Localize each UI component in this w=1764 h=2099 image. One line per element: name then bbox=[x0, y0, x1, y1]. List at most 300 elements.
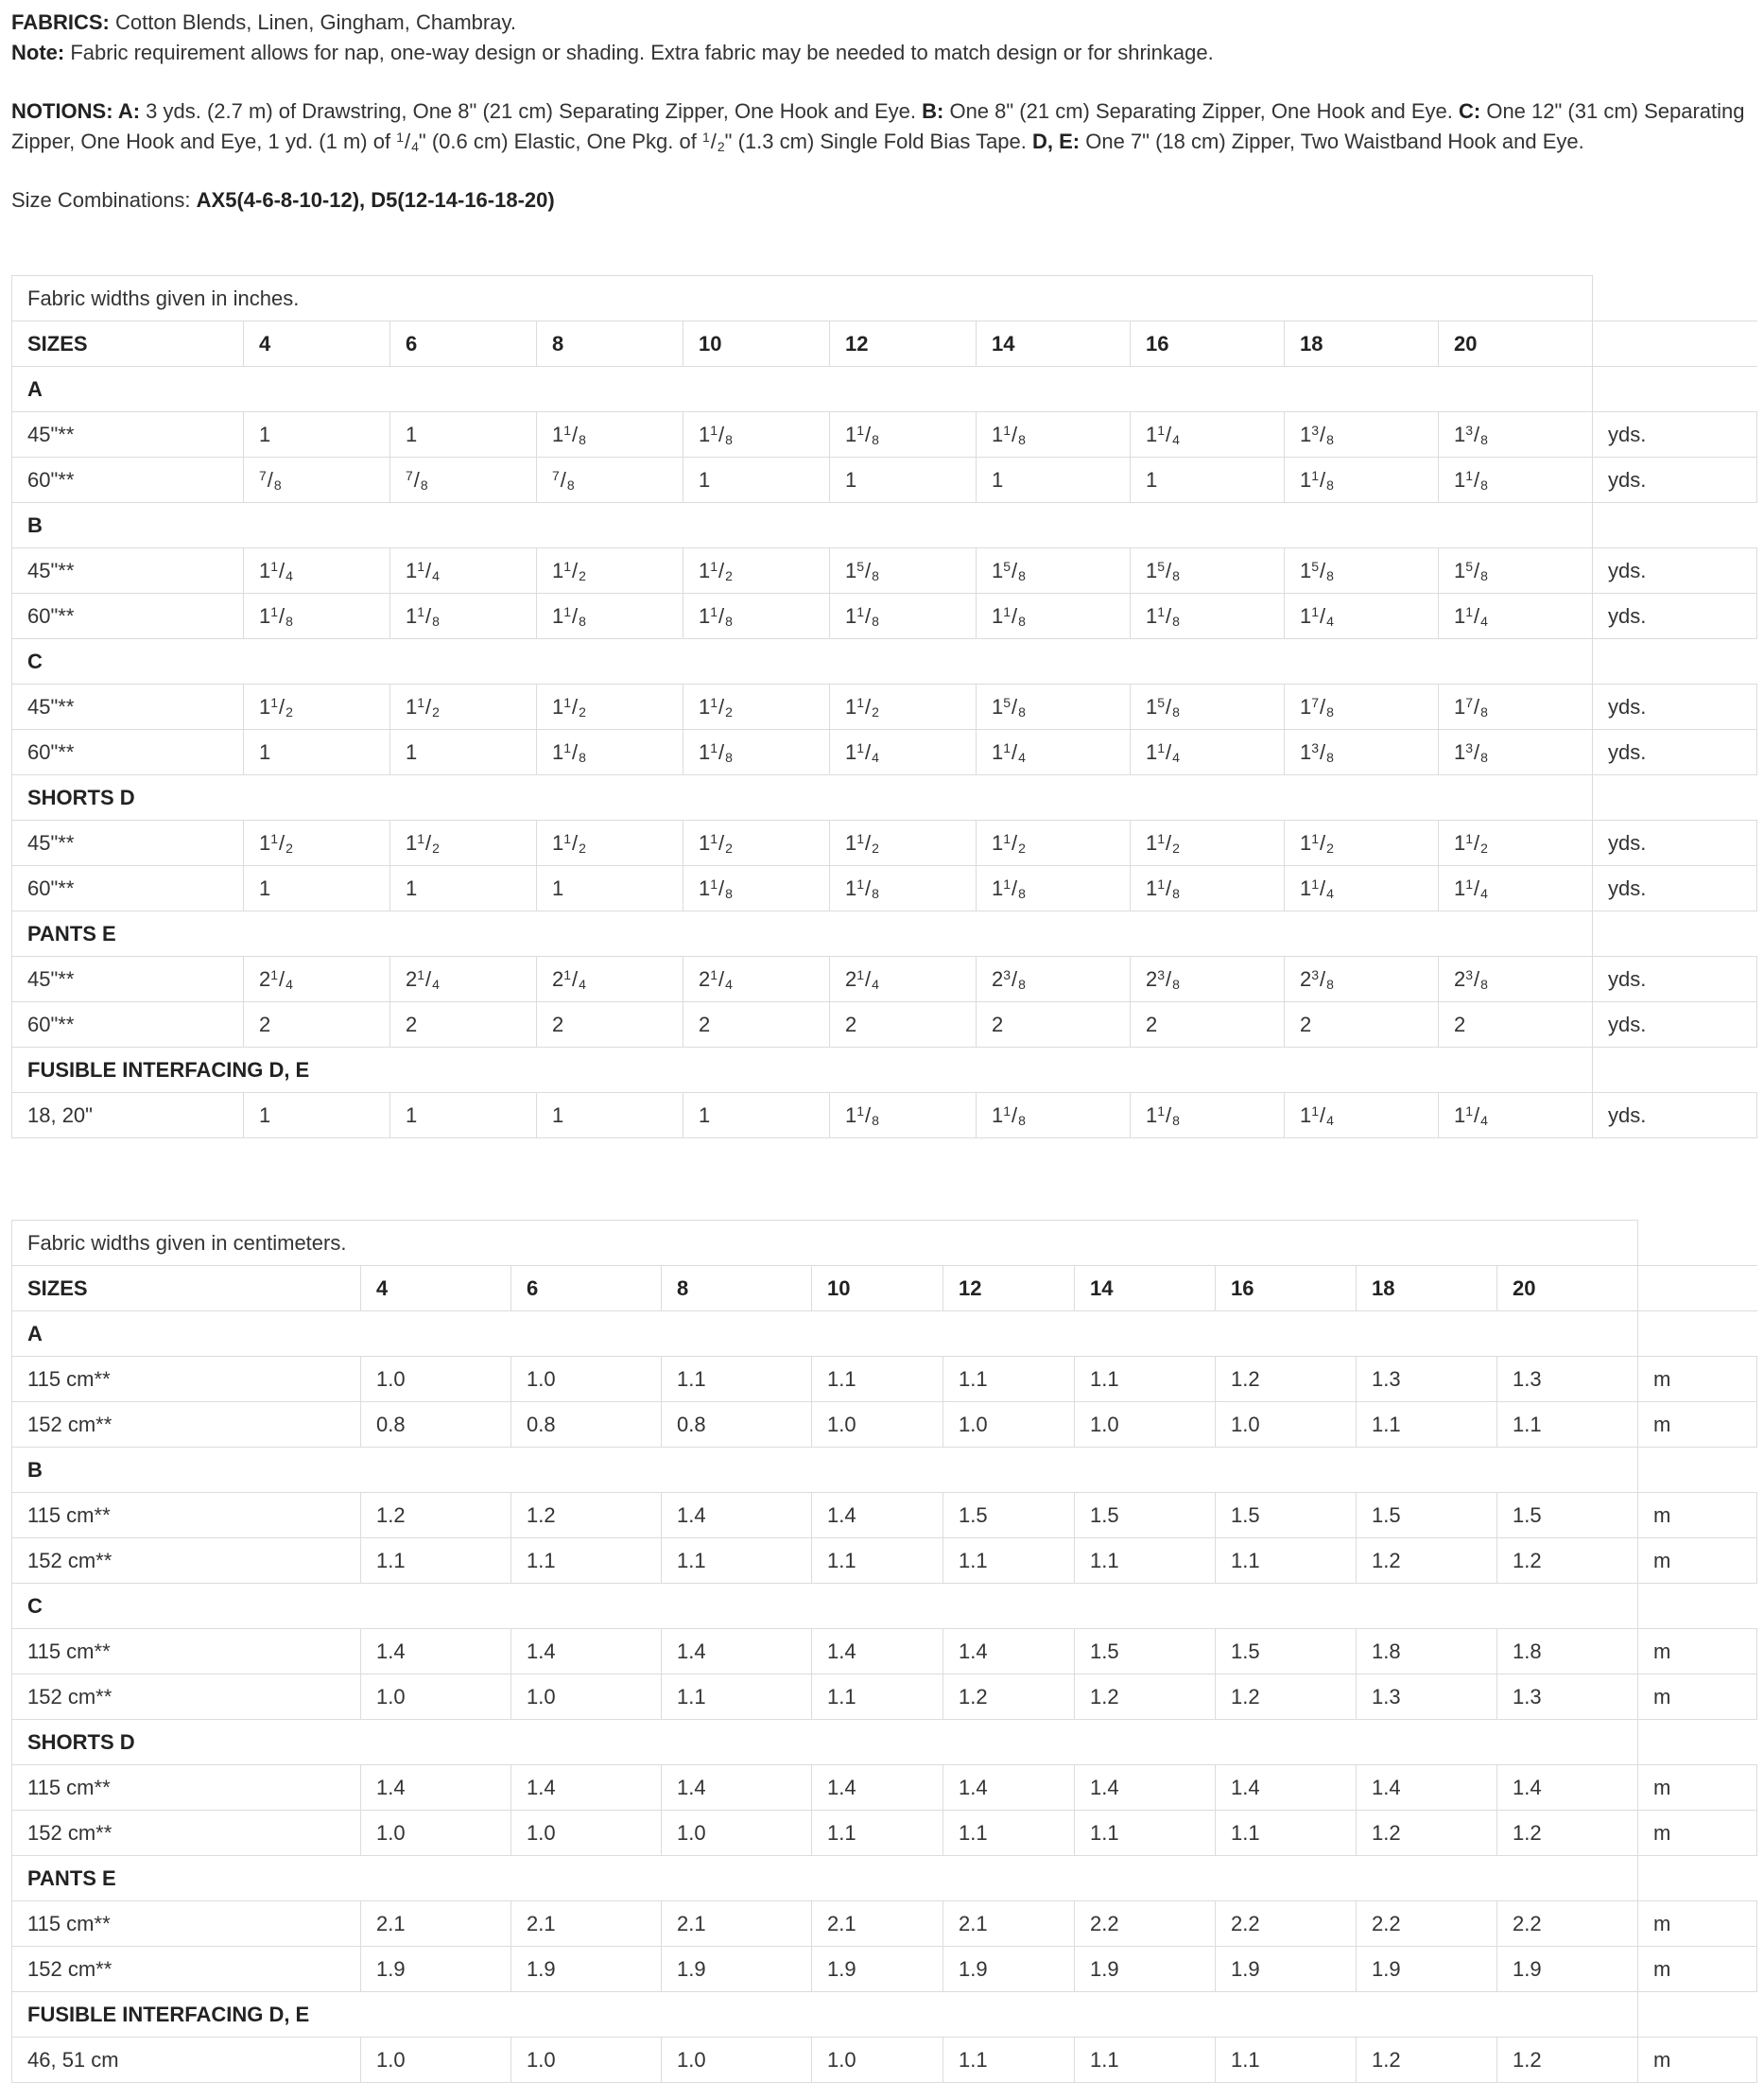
yardage-value: 1 bbox=[406, 1102, 418, 1127]
table-caption: Fabric widths given in inches. bbox=[12, 276, 1593, 321]
yardage-cell: 1.9 bbox=[812, 1947, 943, 1992]
yardage-cell bbox=[244, 1002, 390, 1048]
size-header: 8 bbox=[662, 1266, 812, 1311]
table-caption: Fabric widths given in centimeters. bbox=[12, 1221, 1638, 1266]
fabric-width-label: 115 cm** bbox=[12, 1357, 361, 1402]
yardage-cell bbox=[537, 730, 683, 775]
blank-cell bbox=[1593, 367, 1757, 412]
yardage-cell: 1.0 bbox=[812, 1402, 943, 1448]
yardage-value: 1 bbox=[992, 467, 1004, 492]
yardage-cell bbox=[244, 685, 390, 730]
yardage-value: $1^1/_8$ bbox=[845, 876, 879, 901]
note-line bbox=[11, 38, 1751, 68]
yardage-value: $1^3/_8$ bbox=[1454, 422, 1488, 447]
section-row bbox=[12, 1448, 1757, 1493]
yardage-cell bbox=[537, 866, 683, 911]
section-label: C bbox=[12, 639, 1593, 685]
yardage-cell bbox=[830, 1093, 977, 1138]
section-row bbox=[12, 1856, 1757, 1901]
yardage-cell: 1.4 bbox=[943, 1629, 1075, 1674]
yardage-value: $1^1/_8$ bbox=[552, 422, 586, 447]
yardage-cell: 1.4 bbox=[361, 1629, 511, 1674]
fabric-width-label: 60"** bbox=[12, 458, 244, 503]
unit-cell: yds. bbox=[1593, 730, 1757, 775]
yardage-cell bbox=[1131, 866, 1285, 911]
section-label: SHORTS D bbox=[12, 775, 1593, 821]
section-row bbox=[12, 639, 1757, 685]
yardage-value: $1^1/_2$ bbox=[1454, 830, 1488, 856]
yardage-value: $1^1/_2$ bbox=[406, 694, 440, 720]
yardage-cell: 2.1 bbox=[943, 1901, 1075, 1947]
yardage-cell bbox=[1131, 458, 1285, 503]
yardage-cell: 1.0 bbox=[662, 1811, 812, 1856]
yardage-value: 2 bbox=[845, 1012, 857, 1036]
section-label: PANTS E bbox=[12, 911, 1593, 957]
yardage-cell: 1.3 bbox=[1497, 1674, 1638, 1720]
table-row bbox=[12, 1493, 1757, 1538]
unit-cell: yds. bbox=[1593, 866, 1757, 911]
yardage-value: $1^1/_8$ bbox=[552, 603, 586, 629]
yardage-cell bbox=[977, 957, 1131, 1002]
yardage-cell bbox=[1439, 412, 1593, 458]
fabric-width-label: 115 cm** bbox=[12, 1629, 361, 1674]
yardage-value: $1^1/_4$ bbox=[1300, 876, 1334, 901]
table-row bbox=[12, 957, 1757, 1002]
size-combinations-line bbox=[11, 185, 1751, 216]
yardage-cell bbox=[1131, 685, 1285, 730]
size-header: 14 bbox=[1075, 1266, 1216, 1311]
blank-cell bbox=[1638, 1311, 1757, 1357]
yardage-cell bbox=[1439, 730, 1593, 775]
yardage-cell bbox=[977, 866, 1131, 911]
yardage-cell: 1.1 bbox=[1216, 1811, 1357, 1856]
yardage-cell bbox=[390, 730, 537, 775]
fabric-width-label: 115 cm** bbox=[12, 1901, 361, 1947]
unit-cell: yds. bbox=[1593, 957, 1757, 1002]
yardage-value: $1^1/_8$ bbox=[845, 1102, 879, 1128]
size-header: 14 bbox=[977, 321, 1131, 367]
yardage-cell: 2.2 bbox=[1357, 1901, 1497, 1947]
yardage-value: $1^1/_8$ bbox=[1454, 467, 1488, 493]
table-row bbox=[12, 1765, 1757, 1811]
yardage-cell bbox=[1439, 1093, 1593, 1138]
yardage-value: 1 bbox=[259, 1102, 271, 1127]
blank-cell bbox=[1638, 1266, 1757, 1311]
yardage-cell bbox=[683, 458, 830, 503]
yardage-value: 1 bbox=[552, 876, 564, 900]
yardage-value: 1 bbox=[699, 1102, 711, 1127]
yardage-cell bbox=[244, 594, 390, 639]
fabric-width-label: 115 cm** bbox=[12, 1493, 361, 1538]
yardage-cell: 1.5 bbox=[1497, 1493, 1638, 1538]
yardage-value: $1^1/_8$ bbox=[845, 422, 879, 447]
yardage-value: $1^1/_2$ bbox=[699, 830, 733, 856]
yardage-cell bbox=[830, 1002, 977, 1048]
fabrics-text: Cotton Blends, Linen, Gingham, Chambray. bbox=[109, 10, 516, 34]
yardage-cell: 1.4 bbox=[662, 1629, 812, 1674]
yardage-value: $1^1/_4$ bbox=[1300, 1102, 1334, 1128]
yardage-cell bbox=[830, 866, 977, 911]
unit-cell: yds. bbox=[1593, 548, 1757, 594]
yardage-cell: 1.2 bbox=[511, 1493, 662, 1538]
blank-cell bbox=[1638, 1448, 1757, 1493]
yardage-value: $1^1/_8$ bbox=[699, 603, 733, 629]
unit-cell: m bbox=[1638, 1674, 1757, 1720]
yardage-cell bbox=[1439, 685, 1593, 730]
yardage-value: 2 bbox=[552, 1012, 564, 1036]
yardage-cell bbox=[830, 458, 977, 503]
yardage-cell: 1.0 bbox=[361, 2038, 511, 2083]
notion-text: " (1.3 cm) Single Fold Bias Tape. bbox=[724, 130, 1032, 153]
yardage-value: $1^1/_8$ bbox=[1146, 876, 1180, 901]
notion-text: One 8" (21 cm) Separating Zipper, One Hook and Eye. bbox=[943, 99, 1459, 123]
yardage-cell bbox=[977, 730, 1131, 775]
yardage-value: $1^5/_8$ bbox=[992, 558, 1026, 583]
yardage-cell: 2.2 bbox=[1216, 1901, 1357, 1947]
notion-label: B: bbox=[922, 99, 944, 123]
yardage-cell: 1.1 bbox=[812, 1811, 943, 1856]
yardage-value: 1 bbox=[259, 876, 271, 900]
fabric-notes bbox=[11, 8, 1751, 216]
yardage-cell bbox=[1131, 1093, 1285, 1138]
yardage-cell: 1.4 bbox=[812, 1765, 943, 1811]
yardage-cell bbox=[537, 1093, 683, 1138]
yardage-cell bbox=[244, 412, 390, 458]
yardage-cell bbox=[244, 548, 390, 594]
size-header: 20 bbox=[1497, 1266, 1638, 1311]
table-row bbox=[12, 1947, 1757, 1992]
size-header: 16 bbox=[1131, 321, 1285, 367]
yardage-cell: 1.2 bbox=[1216, 1674, 1357, 1720]
table-row bbox=[12, 866, 1757, 911]
yardage-cell bbox=[830, 685, 977, 730]
yardage-cell: 1.3 bbox=[1497, 1357, 1638, 1402]
yardage-value: 2 bbox=[406, 1012, 418, 1036]
yardage-value: 2 bbox=[1454, 1012, 1466, 1036]
yardage-cell: 1.0 bbox=[943, 1402, 1075, 1448]
section-row bbox=[12, 1048, 1757, 1093]
yardage-cell: 1.2 bbox=[361, 1493, 511, 1538]
section-label: SHORTS D bbox=[12, 1720, 1638, 1765]
yardage-cell: 1.1 bbox=[943, 1357, 1075, 1402]
yardage-cell: 1.1 bbox=[511, 1538, 662, 1584]
caption-row bbox=[12, 1221, 1757, 1266]
yardage-cell: 1.9 bbox=[943, 1947, 1075, 1992]
yardage-cell: 1.1 bbox=[662, 1538, 812, 1584]
yardage-value: $1^1/_2$ bbox=[406, 830, 440, 856]
fabric-width-label: 45"** bbox=[12, 412, 244, 458]
notion-fraction: $^1/_2$ bbox=[701, 130, 725, 154]
table-row bbox=[12, 730, 1757, 775]
yardage-value: 2 bbox=[699, 1012, 711, 1036]
yardage-cell bbox=[977, 821, 1131, 866]
yardage-value: $1^1/_4$ bbox=[1454, 603, 1488, 629]
notions-paragraph bbox=[11, 96, 1751, 157]
yardage-cell: 0.8 bbox=[361, 1402, 511, 1448]
yardage-cell bbox=[1439, 594, 1593, 639]
yardage-cell: 1.4 bbox=[511, 1629, 662, 1674]
yardage-cell: 1.0 bbox=[361, 1357, 511, 1402]
yardage-value: $1^1/_4$ bbox=[259, 558, 293, 583]
size-header: 4 bbox=[361, 1266, 511, 1311]
fabric-width-label: 60"** bbox=[12, 1002, 244, 1048]
yardage-cell: 1.9 bbox=[511, 1947, 662, 1992]
yardage-value: 1 bbox=[699, 467, 711, 492]
caption-row bbox=[12, 276, 1757, 321]
unit-cell: m bbox=[1638, 1811, 1757, 1856]
yardage-cell: 1.9 bbox=[361, 1947, 511, 1992]
yardage-value: $1^1/_2$ bbox=[259, 830, 293, 856]
blank-cell bbox=[1593, 911, 1757, 957]
yardage-cell: 1.0 bbox=[1216, 1402, 1357, 1448]
yardage-cell: 2.1 bbox=[511, 1901, 662, 1947]
yardage-cell: 1.0 bbox=[662, 2038, 812, 2083]
yardage-value: $1^1/_2$ bbox=[259, 694, 293, 720]
yardage-cell: 1.2 bbox=[943, 1674, 1075, 1720]
yardage-cell bbox=[1285, 1002, 1439, 1048]
yardage-cell: 1.2 bbox=[1357, 1811, 1497, 1856]
yardage-cell bbox=[1285, 594, 1439, 639]
yardage-cell: 1.4 bbox=[1075, 1765, 1216, 1811]
table-row bbox=[12, 458, 1757, 503]
yardage-value: $1^1/_8$ bbox=[406, 603, 440, 629]
blank-cell bbox=[1593, 775, 1757, 821]
yardage-value: $1^1/_8$ bbox=[259, 603, 293, 629]
notion-text: " (0.6 cm) Elastic, One Pkg. of bbox=[418, 130, 702, 153]
section-label: PANTS E bbox=[12, 1856, 1638, 1901]
blank-cell bbox=[1593, 276, 1757, 321]
blank-cell bbox=[1638, 1720, 1757, 1765]
fabric-width-label: 60"** bbox=[12, 730, 244, 775]
yardage-cell: 1.5 bbox=[1357, 1493, 1497, 1538]
yardage-cell bbox=[977, 458, 1131, 503]
unit-cell: m bbox=[1638, 1402, 1757, 1448]
yardage-cell: 1.0 bbox=[1075, 1402, 1216, 1448]
yardage-value: $1^1/_4$ bbox=[845, 739, 879, 765]
yardage-cell bbox=[683, 594, 830, 639]
section-row bbox=[12, 503, 1757, 548]
yardage-cell bbox=[683, 1002, 830, 1048]
table-row bbox=[12, 412, 1757, 458]
yardage-value: $1^1/_2$ bbox=[1146, 830, 1180, 856]
table-row bbox=[12, 1901, 1757, 1947]
unit-cell: m bbox=[1638, 1493, 1757, 1538]
yardage-cell bbox=[390, 1002, 537, 1048]
sizes-header: SIZES bbox=[12, 1266, 361, 1311]
yardage-cell bbox=[977, 685, 1131, 730]
section-label: A bbox=[12, 367, 1593, 412]
section-label: A bbox=[12, 1311, 1638, 1357]
yardage-table-inches bbox=[11, 275, 1757, 1138]
yardage-cell bbox=[537, 594, 683, 639]
yardage-cell: 1.1 bbox=[361, 1538, 511, 1584]
yardage-cell bbox=[977, 1002, 1131, 1048]
unit-cell: m bbox=[1638, 2038, 1757, 2083]
yardage-value: $1^1/_2$ bbox=[845, 694, 879, 720]
blank-cell bbox=[1593, 503, 1757, 548]
yardage-cell: 1.4 bbox=[511, 1765, 662, 1811]
yardage-cell bbox=[683, 685, 830, 730]
yardage-value: $1^3/_8$ bbox=[1300, 422, 1334, 447]
yardage-cell: 1.1 bbox=[662, 1674, 812, 1720]
yardage-value: $1^1/_8$ bbox=[992, 422, 1026, 447]
section-row bbox=[12, 911, 1757, 957]
yardage-cell: 1.0 bbox=[812, 2038, 943, 2083]
table-row bbox=[12, 1002, 1757, 1048]
yardage-cell bbox=[390, 548, 537, 594]
yardage-value: $1^5/_8$ bbox=[1146, 694, 1180, 720]
yardage-cell bbox=[390, 685, 537, 730]
unit-cell: m bbox=[1638, 1357, 1757, 1402]
yardage-value: 1 bbox=[259, 739, 271, 764]
size-header: 18 bbox=[1357, 1266, 1497, 1311]
yardage-value: $1^1/_4$ bbox=[406, 558, 440, 583]
yardage-value: $1^1/_4$ bbox=[1454, 1102, 1488, 1128]
yardage-value: $2^1/_4$ bbox=[699, 966, 733, 992]
yardage-cell bbox=[683, 730, 830, 775]
yardage-value: $1^1/_8$ bbox=[992, 876, 1026, 901]
yardage-cell bbox=[1285, 957, 1439, 1002]
section-row bbox=[12, 775, 1757, 821]
yardage-cell bbox=[244, 957, 390, 1002]
yardage-cell: 2.1 bbox=[812, 1901, 943, 1947]
size-header: 12 bbox=[830, 321, 977, 367]
yardage-cell: 1.1 bbox=[1075, 1538, 1216, 1584]
yardage-value: $2^3/_8$ bbox=[1300, 966, 1334, 992]
yardage-value: $1^3/_8$ bbox=[1454, 739, 1488, 765]
fabrics-label: FABRICS: bbox=[11, 10, 110, 34]
yardage-cell bbox=[1285, 821, 1439, 866]
yardage-cell bbox=[830, 730, 977, 775]
yardage-cell: 1.5 bbox=[943, 1493, 1075, 1538]
yardage-cell bbox=[830, 412, 977, 458]
yardage-cell bbox=[1285, 458, 1439, 503]
yardage-value: $1^5/_8$ bbox=[992, 694, 1026, 720]
yardage-value: $1^1/_4$ bbox=[992, 739, 1026, 765]
yardage-cell: 1.2 bbox=[1497, 1538, 1638, 1584]
yardage-value: 1 bbox=[406, 739, 418, 764]
unit-cell: yds. bbox=[1593, 594, 1757, 639]
blank-cell bbox=[1593, 1048, 1757, 1093]
size-header: 10 bbox=[812, 1266, 943, 1311]
yardage-cell: 1.0 bbox=[361, 1674, 511, 1720]
yardage-value: $1^3/_8$ bbox=[1300, 739, 1334, 765]
yardage-cell: 1.1 bbox=[1075, 1357, 1216, 1402]
notion-text: 3 yds. (2.7 m) of Drawstring, One 8" (21 cm) Separating Zipper, One Hook and Eye. bbox=[140, 99, 923, 123]
yardage-cell: 1.5 bbox=[1075, 1493, 1216, 1538]
yardage-cell: 1.1 bbox=[1216, 1538, 1357, 1584]
yardage-value: $1^1/_2$ bbox=[699, 558, 733, 583]
fabric-width-label: 45"** bbox=[12, 821, 244, 866]
yardage-value: $1^1/_2$ bbox=[1300, 830, 1334, 856]
yardage-value: $1^1/_8$ bbox=[1300, 467, 1334, 493]
section-label: FUSIBLE INTERFACING D, E bbox=[12, 1992, 1638, 2038]
yardage-cell: 1.2 bbox=[1075, 1674, 1216, 1720]
yardage-cell bbox=[1131, 730, 1285, 775]
table-row bbox=[12, 1811, 1757, 1856]
yardage-cell bbox=[830, 548, 977, 594]
notion-text: One 7" (18 cm) Zipper, Two Waistband Hook and Eye. bbox=[1080, 130, 1584, 153]
yardage-value: 1 bbox=[1146, 467, 1158, 492]
yardage-value: $1^1/_8$ bbox=[552, 739, 586, 765]
yardage-cell bbox=[1439, 866, 1593, 911]
sizes-header-row bbox=[12, 321, 1757, 367]
yardage-cell: 1.9 bbox=[662, 1947, 812, 1992]
yardage-cell bbox=[830, 594, 977, 639]
fabric-width-label: 45"** bbox=[12, 548, 244, 594]
yardage-cell: 1.3 bbox=[1357, 1357, 1497, 1402]
yardage-cell bbox=[1285, 685, 1439, 730]
section-label: B bbox=[12, 503, 1593, 548]
yardage-value: $1^1/_2$ bbox=[552, 558, 586, 583]
yardage-value: $1^1/_8$ bbox=[845, 603, 879, 629]
size-header: 4 bbox=[244, 321, 390, 367]
yardage-cell bbox=[1131, 821, 1285, 866]
section-row bbox=[12, 1311, 1757, 1357]
fabric-width-label: 45"** bbox=[12, 957, 244, 1002]
fabric-width-label: 46, 51 cm bbox=[12, 2038, 361, 2083]
notion-label: D, E: bbox=[1032, 130, 1081, 153]
yardage-value: $1^1/_8$ bbox=[699, 876, 733, 901]
yardage-cell bbox=[1285, 1093, 1439, 1138]
yardage-value: $^7/_8$ bbox=[259, 467, 282, 493]
size-combinations-value: AX5(4-6-8-10-12), D5(12-14-16-18-20) bbox=[196, 188, 555, 212]
yardage-value: 2 bbox=[259, 1012, 271, 1036]
table-row bbox=[12, 1402, 1757, 1448]
yardage-cell bbox=[1131, 548, 1285, 594]
yardage-cell: 2.2 bbox=[1497, 1901, 1638, 1947]
yardage-value: $1^5/_8$ bbox=[1454, 558, 1488, 583]
yardage-cell bbox=[244, 730, 390, 775]
yardage-cell: 1.4 bbox=[361, 1765, 511, 1811]
fabric-width-label: 152 cm** bbox=[12, 1811, 361, 1856]
size-combinations-label: Size Combinations: bbox=[11, 188, 197, 212]
unit-cell: yds. bbox=[1593, 1002, 1757, 1048]
blank-cell bbox=[1638, 1584, 1757, 1629]
yardage-cell bbox=[1285, 412, 1439, 458]
yardage-cell bbox=[390, 458, 537, 503]
yardage-value: 1 bbox=[406, 422, 418, 446]
yardage-value: $1^1/_2$ bbox=[552, 694, 586, 720]
table-row bbox=[12, 1674, 1757, 1720]
yardage-cell bbox=[244, 866, 390, 911]
yardage-cell: 1.1 bbox=[812, 1357, 943, 1402]
fabric-width-label: 45"** bbox=[12, 685, 244, 730]
yardage-table-centimeters bbox=[11, 1220, 1757, 2083]
yardage-value: $1^5/_8$ bbox=[845, 558, 879, 583]
yardage-cell bbox=[537, 821, 683, 866]
yardage-cell bbox=[1439, 458, 1593, 503]
section-row bbox=[12, 1992, 1757, 2038]
yardage-cell bbox=[1131, 412, 1285, 458]
yardage-cell bbox=[1131, 594, 1285, 639]
yardage-value: $1^1/_4$ bbox=[1454, 876, 1488, 901]
yardage-value: $1^1/_8$ bbox=[699, 739, 733, 765]
fabric-width-label: 60"** bbox=[12, 866, 244, 911]
table-row bbox=[12, 1629, 1757, 1674]
yardage-cell: 1.9 bbox=[1216, 1947, 1357, 1992]
blank-cell bbox=[1593, 321, 1757, 367]
yardage-value: $2^3/_8$ bbox=[1454, 966, 1488, 992]
yardage-value: 1 bbox=[259, 422, 271, 446]
yardage-cell: 0.8 bbox=[511, 1402, 662, 1448]
unit-cell: yds. bbox=[1593, 1093, 1757, 1138]
size-header: 10 bbox=[683, 321, 830, 367]
yardage-cell bbox=[977, 594, 1131, 639]
yardage-cell bbox=[537, 1002, 683, 1048]
yardage-value: 2 bbox=[992, 1012, 1004, 1036]
yardage-cell: 1.1 bbox=[812, 1538, 943, 1584]
